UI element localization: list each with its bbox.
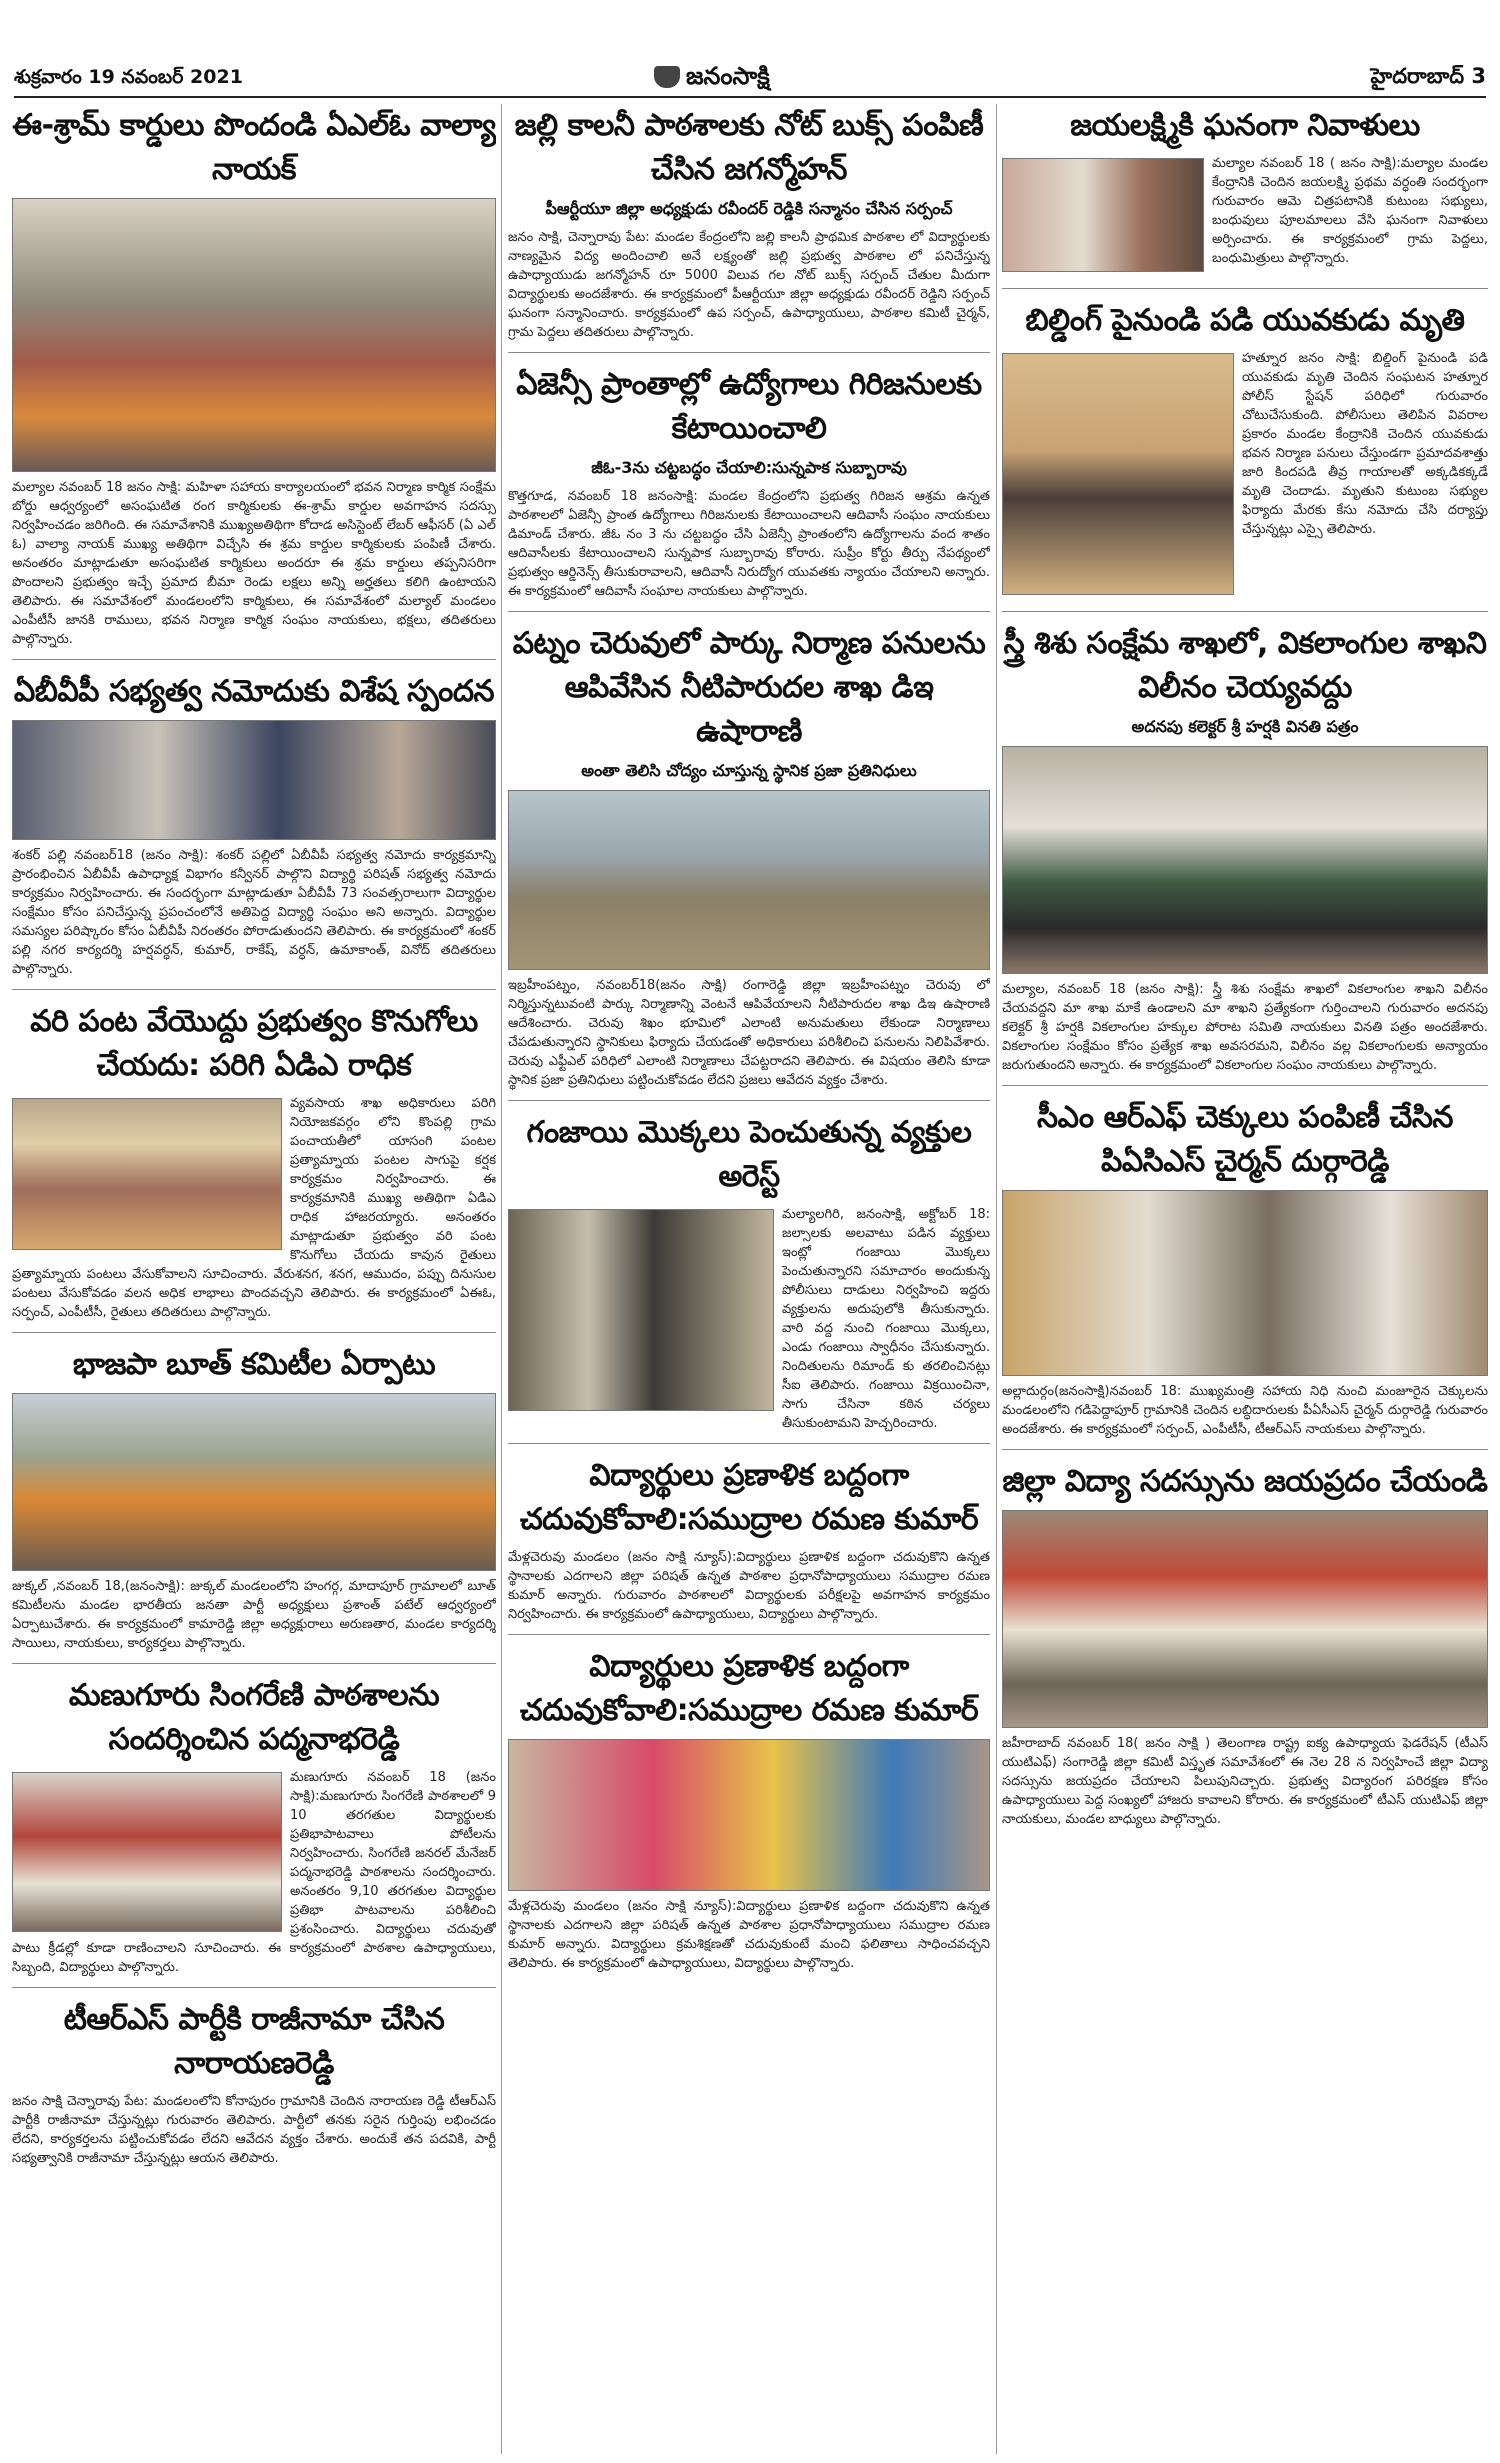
- article-body: మల్యాల, నవంబర్ 18 (జనం సాక్షి): స్త్రీ శిశు సంక్షేమ శాఖలో వికలాంగుల శాఖని విలీనం చేయవద్దని మా శాఖ మాకే ఉండాలని మా శాఖని ప్రత్యేకంగా గుర్తించాలని గురువారం అదనపు కలెక్టర్ శ్రీ హర్షకి వికలాంగుల హక్కుల పోరాట సమితి నాయకులు వినతి పత్రం అందజేశారు. వికలాంగుల సంక్షేమం కోసం ప్రత్యేక శాఖ అవసరమని, విలీనం వల్ల వికలాంగులకు అన్యాయం జరుగుతుందని అన్నారు. ఈ కార్యక్రమంలో వికలాంగుల సంఘం నాయకులు పాల్గొన్నారు.: [1002, 982, 1488, 1073]
- article-paddy: [12, 1000, 496, 1322]
- article-subheadline: పీఆర్టీయూ జిల్లా అధ్యక్షుడు రవీందర్ రెడ్డికి సన్మానం చేసిన సర్పంచ్: [545, 199, 953, 218]
- article-headline: జయలక్ష్మికి ఘనంగా నివాళులు: [1070, 108, 1420, 143]
- article-body: జనం సాక్షి చెన్నారావు పేట: మండలంలోని కోనాపురం గ్రామానికి చెందిన నారాయణ రెడ్డి టీఆర్ఎస్ పార్టీకి రాజీనామా చేస్తున్నట్లు గురువారం తెలిపారు. పార్టీలో తనకు సరైన గుర్తింపు లభించడం లేదని, కార్యకర్తలను పట్టించుకోవడం లేదని ఆవేదన వ్యక్తం చేశారు. అందుకే తన పదవికి, పార్టీ సభ్యత్వానికి రాజీనామా చేస్తున్నట్లు ఆయన తెలిపారు.: [12, 2094, 496, 2166]
- article-headline: ఏబీవీపీ సభ్యత్వ నమోదుకు విశేష స్పందన: [13, 674, 495, 709]
- article-headline: స్త్రీ శిశు సంక్షేమ శాఖలో, వికలాంగుల శాఖని విలీనం చెయ్యవద్దు: [1003, 626, 1487, 705]
- article-body: శంకర్ పల్లి నవంబర్18 (జనం సాక్షి): శంకర్ పల్లిలో ఏబీవీపీ సభ్యత్వ నమోదు కార్యక్రమాన్ని ప్రారంభించిన ఏబీవీపీ ఉపాధ్యాక్ష విభాగం కన్వీనర్ పాల్గొని విద్యార్థి పరిషత్ సభ్యత్వ నమోదు కార్యక్రమం నిర్వహించారు. ఈ సందర్భంగా మాట్లాడుతూ ఏబీవీపీ 73 సంవత్సరాలుగా విద్యార్థుల సంక్షేమం కోసం పనిచేస్తున్న ప్రపంచంలోనే అతిపెద్ద విద్యార్థి సంఘం అని అన్నారు. విద్యార్థుల సమస్యల పరిష్కారం కోసం ఏబీవీపీ నిరంతరం పోరాడుతుందని తెలిపారు. ఈ కార్యక్రమంలో శంకర్ పల్లి నగర కార్యదర్శి హర్షవర్ధన్, కుమార్, రాకేష్, వర్ధన్, ఉమాకాంత్, వినోద్ తదితరులు పాల్గొన్నారు.: [12, 848, 496, 977]
- article-photo: [1002, 1190, 1488, 1376]
- article-body: ఇబ్రహీంపట్నం, నవంబర్18(జనం సాక్షి) రంగారెడ్డి జిల్లా ఇబ్రహీంపట్నం చెరువు లో నిర్మిస్తున్నటువంటి పార్కు నిర్మాణాన్ని వెంటనే ఆపివేయాలని నీటిపారుదల శాఖ డిఇ ఉషారాణి ఆదేశించారు. చెరువు శిఖం భూమిలో ఎలాంటి అనుమతులు లేకుండా నిర్మాణాలు చేపడుతున్నారని స్థానికులు ఫిర్యాదు చేయడంతో అధికారులు పరిశీలించి పనులను నిలిపివేశారు. చెరువు ఎఫ్టీఎల్ పరిధిలో ఎలాంటి నిర్మాణాలు చేపట్టరాదని తెలిపారు. ఈ విషయం తెలిసి కూడా స్థానిక ప్రజా ప్రతినిధులు పట్టించుకోవడం లేదని ప్రజలు ఆవేదన వ్యక్తం చేశారు.: [508, 978, 990, 1088]
- article-headline: పట్నం చెరువులో పార్కు నిర్మాణ పనులను ఆపివేసిన నీటిపారుదల శాఖ డిఇ ఉషారాణి: [512, 626, 986, 749]
- article-agency-jobs: [508, 363, 990, 601]
- edition-page: హైదరాబాద్ 3: [1370, 64, 1486, 88]
- article-headline: బిల్డింగ్ పైనుండి పడి యువకుడు మృతి: [1025, 303, 1465, 338]
- article-photo: [12, 720, 496, 840]
- article-divider: [12, 1332, 496, 1333]
- article-headline: టీఆర్ఎస్ పార్టీకి రాజీనామా చేసిన నారాయణరెడ్డి: [63, 2002, 445, 2081]
- article-photo: [12, 1772, 282, 1932]
- article-divider: [508, 1100, 990, 1101]
- article-body: మణుగూరు నవంబర్ 18 (జనం సాక్షి):మణుగూరు సింగరేణి పాఠశాలలో 9 10 తరగతుల విద్యార్థులకు ప్రతిభాపాటవాలు పోటీలను నిర్వహించారు. సింగరేణి జనరల్ మేనేజర్ పద్మనాభరెడ్డి పాఠశాలను సందర్శించారు. అనంతరం 9,10 తరగతుల విద్యార్థుల ప్రతిభా పాటవాలను పరిశీలించి ప్రశంసించారు. విద్యార్థులు చదువుతో పాటు క్రీడల్లో కూడా రాణించాలని సూచించారు. ఈ కార్యక్రమంలో పాఠశాల ఉపాధ్యాయులు, సిబ్బంది, విద్యార్థులు పాల్గొన్నారు.: [12, 1770, 496, 1975]
- masthead: [14, 62, 1486, 98]
- column-2: [508, 104, 990, 2459]
- article-headline: ఈ-శ్రామ్ కార్డులు పొందండి ఏఎల్ఓ వాల్యా నాయక్: [12, 108, 496, 187]
- article-headline: జల్లి కాలనీ పాఠశాలకు నోట్ బుక్స్ పంపిణీ చేసిన జగన్మోహన్: [514, 108, 984, 187]
- newspaper-name-text: జనంసాక్షి: [686, 62, 770, 90]
- article-jayalakshmi: [1002, 104, 1488, 278]
- article-body: మల్యాలగిరి, జనంసాక్షి, అక్టోబర్ 18: జల్సాలకు అలవాటు పడిన వ్యక్తులు ఇంట్లో గంజాయి మొక్కలు పెంచుతున్నారని సమాచారం అందుకున్న పోలీసులు దాడులు నిర్వహించి ఇద్దరు వ్యక్తులను అదుపులోకి తీసుకున్నారు. వారి వద్ద నుంచి గంజాయి మొక్కలు, ఎండు గంజాయి స్వాధీనం చేసుకున్నారు. నిందితులను రిమాండ్ కు తరలించినట్లు సీఐ తెలిపారు. గంజాయి విక్రయించినా, సాగు చేసినా కఠిన చర్యలు తీసుకుంటామని హెచ్చరించారు.: [782, 1207, 990, 1431]
- article-divider: [12, 1987, 496, 1988]
- article-headline: విద్యార్థులు ప్రణాళిక బద్దంగా చదువుకోవాలి:సముద్రాల రమణ కుమార్: [519, 1649, 979, 1728]
- article-headline: ఏజెన్సీ ప్రాంతాల్లో ఉద్యోగాలు గిరిజనులకు కేటాయించాలి: [516, 367, 982, 446]
- article-body: మేళ్లచెరువు మండలం (జనం సాక్షి న్యూస్):విద్యార్థులు ప్రణాళిక బద్దంగా చదువుకొని ఉన్నత స్థానాలకు ఎదగాలని జిల్లా పరిషత్ ఉన్నత పాఠశాల ప్రధానోపాధ్యాయులు సముద్రాల రమణ కుమార్ అన్నారు. విద్యార్థులు క్రమశిక్షణతో చదువుకుంటే మంచి ఫలితాలు సాధించవచ్చని తెలిపారు. ఈ కార్యక్రమంలో ఉపాధ్యాయులు, విద్యార్థులు పాల్గొన్నారు.: [508, 1899, 990, 1971]
- article-body: హత్నూర జనం సాక్షి: బిల్డింగ్ పైనుండి పడి యువకుడు మృతి చెందిన సంఘటన హత్నూర పోలీస్ స్టేషన్ పరిధిలో గురువారం చోటుచేసుకుంది. పోలీసులు తెలిపిన వివరాల ప్రకారం మండల కేంద్రానికి చెందిన యువకుడు భవన నిర్మాణ పనులు చేస్తుండగా ప్రమాదవశాత్తు జారి కిందపడి తీవ్ర గాయాలతో అక్కడికక్కడే మృతి చెందాడు. మృతుని కుటుంబ సభ్యుల ఫిర్యాదు మేరకు కేసు నమోదు చేసి దర్యాప్తు చేస్తున్నట్లు ఎస్సై తెలిపారు.: [1242, 351, 1488, 537]
- article-headline: విద్యార్థులు ప్రణాళిక బద్దంగా చదువుకోవాలి:సముద్రాల రమణ కుమార్: [519, 1458, 979, 1537]
- column-1: [12, 104, 496, 2459]
- article-body: జుక్కల్ ,నవంబర్ 18,(జనంసాక్షి): జుక్కల్ మండలంలోని హంగర్గ, మాదాపూర్ గ్రామాలలో బూత్ కమిటీలను మండల భారతీయ జనతా పార్టీ అధ్యక్షులు ప్రశాంత్ పటేల్ ఆధ్వర్యంలో ఏర్పాటుచేశారు. ఈ కార్యక్రమంలో కామారెడ్డి జిల్లా అధ్యక్షురాలు అరుణతార, మండల కార్యదర్శి సాయిలు, నాయకులు, కార్యకర్తలు పాల్గొన్నారు.: [12, 1579, 496, 1651]
- column-divider: [996, 104, 997, 2454]
- article-subheadline: అంతా తెలిసి చోద్యం చూస్తున్న స్థానిక ప్రజా ప్రతినిధులు: [581, 761, 917, 780]
- newspaper-name: [654, 62, 770, 96]
- article-singareni: [12, 1674, 496, 1977]
- article-body: మల్యాల నవంబర్ 18 జనం సాక్షి: మహిళా సహాయ కార్యాలయంలో భవన నిర్మాణ కార్మిక సంక్షేమ బోర్డు ఆధ్వర్యంలో అసంఘటిత రంగ కార్మికులకు ఈ-శ్రామ్ కార్డుల అవగాహన సదస్సు నిర్వహించడం జరిగింది. ఈ సమావేశానికి ముఖ్యఅతిథిగా కోదాడ అసిస్టెంట్ లేబర్ ఆఫీసర్ (ఏ ఎల్ ఓ) వాల్యా నాయక్ ముఖ్య అతిథిగా విచ్చేసి ఈ శ్రమ కార్డుల కార్మికులకు పంపిణీ చేశారు. అనంతరం మాట్లాడుతూ అసంఘటిత కార్మికులు అందరూ ఈ శ్రమ కార్డులు తప్పనిసరిగా పొందాలని ప్రభుత్వం ఇచ్చే ప్రమాద బీమా రెండు లక్షలు అన్ని అర్హతలు కలిగి ఉంటాయని తెలిపారు. ఈ సమావేశంలో మండలంలోని కార్మికులు, ఈ సమావేశంలో మల్యాల్ మండలం ఎంపీటీసీ జానకి రాములు, భవన నిర్మాణ కార్మిక సంఘం నాయకులు, భక్షలు, తదితరులు పాల్గొన్నారు.: [12, 480, 496, 647]
- article-body: వ్యవసాయ శాఖ అధికారులు పరిగి నియోజకవర్గం లోని కొంపల్లి గ్రామ పంచాయతీలో యాసంగి పంటల ప్రత్యామ్నాయ పంటల సాగుపై కర్షక కార్యక్రమం నిర్వహించారు. ఈ కార్యక్రమానికి ముఖ్య అతిథిగా ఏడిఎ రాధిక హాజరయ్యారు. అనంతరం మాట్లాడుతూ ప్రభుత్వం వరి పంట కొనుగోలు చేయదు కావున రైతులు ప్రత్యామ్నాయ పంటలు వేసుకోవాలని సూచించారు. వేరుశనగ, శనగ, ఆముదం, పప్పు దినుసుల పంటలు వేసుకోవడం వలన అధిక లాభాలు పొందవచ్చని తెలిపారు. ఈ కార్యక్రమంలో ఏఈఓ, సర్పంచ్, ఎంపీటీసీ, రైతులు తదితరులు పాల్గొన్నారు.: [12, 1096, 496, 1320]
- article-headline: వరి పంట వేయొద్దు ప్రభుత్వం కొనుగోలు చేయదు: పరిగి ఏడిఎ రాధిక: [30, 1004, 478, 1083]
- article-body: మేళ్లచెరువు మండలం (జనం సాక్షి న్యూస్):విద్యార్థులు ప్రణాళిక బద్దంగా చదువుకొని ఉన్నత స్థానాలకు ఎదగాలని జిల్లా పరిషత్ ఉన్నత పాఠశాల ప్రధానోపాధ్యాయులు సముద్రాల రమణ కుమార్ అన్నారు. గురువారం పాఠశాలలో విద్యార్థులకు పరీక్షలపై అవగాహన కార్యక్రమం నిర్వహించారు. ఈ కార్యక్రమంలో ఉపాధ్యాయులు, విద్యార్థులు పాల్గొన్నారు.: [508, 1550, 990, 1622]
- article-photo: [508, 1739, 990, 1891]
- article-photo: [12, 1393, 496, 1571]
- article-headline: భాజపా బూత్ కమిటీల ఏర్పాటు: [72, 1347, 436, 1382]
- article-body: జహీరాబాద్ నవంబర్ 18( జనం సాక్షి ) తెలంగాణ రాష్ట్ర ఐక్య ఉపాధ్యాయ ఫెడరేషన్ (టీఎస్ యుటిఎఫ్) సంగారెడ్డి జిల్లా కమిటీ విస్తృత సమావేశంలో ఈ నెల 28 న నిర్వహించే జిల్లా విద్యా సదస్సును జయప్రదం చేయాలని పిలుపునిచ్చారు. ప్రభుత్వ విద్యారంగ పరిరక్షణ కోసం ఉపాధ్యాయులు పెద్ద సంఖ్యలో హాజరు కావాలని కోరారు. ఈ కార్యక్రమంలో టీఎస్ యుటిఎఫ్ జిల్లా నాయకులు, మండల బాధ్యులు పాల్గొన్నారు.: [1002, 1736, 1488, 1827]
- article-photo: [12, 198, 496, 472]
- article-divider: [1002, 611, 1488, 612]
- article-students-1: [508, 1454, 990, 1624]
- article-park-lake: [508, 622, 990, 1090]
- article-edu-conference: [1002, 1460, 1488, 1829]
- article-divider: [1002, 1085, 1488, 1086]
- article-headline: మణుగూరు సింగరేణి పాఠశాలను సందర్శించిన పద్మనాభరెడ్డి: [68, 1678, 440, 1757]
- article-headline: సీఎం ఆర్ఎఫ్ చెక్కులు పంపిణీ చేసిన పిఏసిఎస్ చైర్మన్ దుర్గారెడ్డి: [1037, 1100, 1453, 1179]
- newspaper-logo-icon: [654, 66, 680, 88]
- article-photo: [508, 790, 990, 970]
- article-notebooks: [508, 104, 990, 342]
- article-divider: [508, 611, 990, 612]
- article-body: జనం సాక్షి, చెన్నారావు పేట: మండల కేంద్రంలోని జల్లి కాలనీ ప్రాథమిక పాఠశాల లో విద్యార్థులకు నాణ్యమైన విద్య అందించాలి అనే లక్ష్యంతో జల్లి ప్రభుత్వ పాఠశాల లో పనిచేస్తున్న ఉపాధ్యాయుడు జగన్మోహన్ రూ 5000 విలువ గల నోట్ బుక్స్ సర్పంచ్ చేతుల మీదుగా విద్యార్థులకు అందజేశారు. ఈ కార్యక్రమంలో పీఆర్టీయూ జిల్లా అధ్యక్షుడు రవీందర్ రెడ్డిని సర్పంచ్ ఘనంగా సన్మానించారు. కార్యక్రమంలో ఉప సర్పంచ్, ఉపాధ్యాయులు, పాఠశాల కమిటీ చైర్మన్, గ్రామ పెద్దలు తదితరులు పాల్గొన్నారు.: [508, 230, 990, 340]
- article-abvp: [12, 670, 496, 979]
- article-divider: [1002, 1449, 1488, 1450]
- article-headline: గంజాయి మొక్కలు పెంచుతున్న వ్యక్తుల అరెస్ట్: [526, 1115, 972, 1194]
- article-photo: [1002, 353, 1234, 595]
- article-photo: [1002, 158, 1204, 272]
- article-headline: జిల్లా విద్యా సదస్సును జయప్రదం చేయండి: [1002, 1464, 1488, 1499]
- article-eshram: [12, 104, 496, 649]
- article-disabled-dept: [1002, 622, 1488, 1075]
- article-photo: [1002, 1510, 1488, 1728]
- article-students-2: [508, 1645, 990, 1973]
- article-divider: [12, 989, 496, 990]
- article-subheadline: అదనపు కలెక్టర్ శ్రీ హర్షకి వినతి పత్రం: [1131, 717, 1359, 736]
- article-body: కొత్తగూడ, నవంబర్ 18 జనంసాక్షి: మండల కేంద్రంలోని ప్రభుత్వ గిరిజన ఆశ్రమ ఉన్నత పాఠశాలలో ఏజెన్సీ ప్రాంత ఉద్యోగాలు గిరిజనులకు కేటాయించాలని ఆదివాసీ సంఘం నాయకులు డిమాండ్ చేశారు. జీఓ నం 3 ను చట్టబద్ధం చేసి ఏజెన్సీ ప్రాంతంలోని ఉద్యోగాలను వంద శాతం ఆదివాసీలకు కేటాయించాలని సున్నపాక సుబ్బారావు కోరారు. సుప్రీం కోర్టు తీర్పు నేపథ్యంలో ప్రభుత్వం ఆర్డినెన్స్ తీసుకురావాలని, ఆదివాసీ నిరుద్యోగ యువతకు న్యాయం చేయాలని అన్నారు. ఈ కార్యక్రమంలో ఆదివాసీ సంఘాల నాయకులు పాల్గొన్నారు.: [508, 489, 990, 599]
- article-ganja-arrest: [508, 1111, 990, 1433]
- issue-date: శుక్రవారం 19 నవంబర్ 2021: [14, 66, 243, 88]
- article-body: మల్యాల నవంబర్ 18 ( జనం సాక్షి):మల్యాల మండల కేంద్రానికి చెందిన జయలక్ష్మి ప్రథమ వర్ధంతి సందర్భంగా గురువారం ఆమె చిత్రపటానికి కుటుంబ సభ్యులు, బంధువులు పూలమాలలు వేసి ఘనంగా నివాళులు అర్పించారు. ఈ కార్యక్రమంలో గ్రామ పెద్దలు, బంధుమిత్రులు పాల్గొన్నారు.: [1212, 156, 1488, 266]
- article-divider: [508, 1443, 990, 1444]
- article-divider: [508, 352, 990, 353]
- article-youth-death: [1002, 299, 1488, 601]
- article-divider: [1002, 288, 1488, 289]
- article-photo: [1002, 746, 1488, 974]
- article-divider: [508, 1634, 990, 1635]
- article-trs-resign: [12, 1998, 496, 2168]
- article-body: అల్లాదుర్గం(జనంసాక్షి)నవంబర్ 18: ముఖ్యమంత్రి సహాయ నిధి నుంచి మంజూరైన చెక్కులను మండలంలోని గడిపెద్దాపూర్ గ్రామానికి చెందిన లబ్ధిదారులకు పీఏసీఎస్ చైర్మన్ దుర్గారెడ్డి గురువారం అందజేశారు. ఈ కార్యక్రమంలో సర్పంచ్, ఎంపీటీసీ, టీఆర్ఎస్ నాయకులు పాల్గొన్నారు.: [1002, 1384, 1488, 1437]
- article-divider: [12, 659, 496, 660]
- article-bjp-booth: [12, 1343, 496, 1653]
- article-divider: [12, 1663, 496, 1664]
- article-photo: [12, 1098, 282, 1250]
- article-cmrf: [1002, 1096, 1488, 1439]
- article-photo: [508, 1209, 774, 1411]
- column-divider: [501, 104, 502, 2454]
- article-subheadline: జీఓ-3ను చట్టబద్ధం చేయాలి:సున్నపాక సుబ్బారావు: [591, 458, 907, 477]
- column-3: [1002, 104, 1488, 2459]
